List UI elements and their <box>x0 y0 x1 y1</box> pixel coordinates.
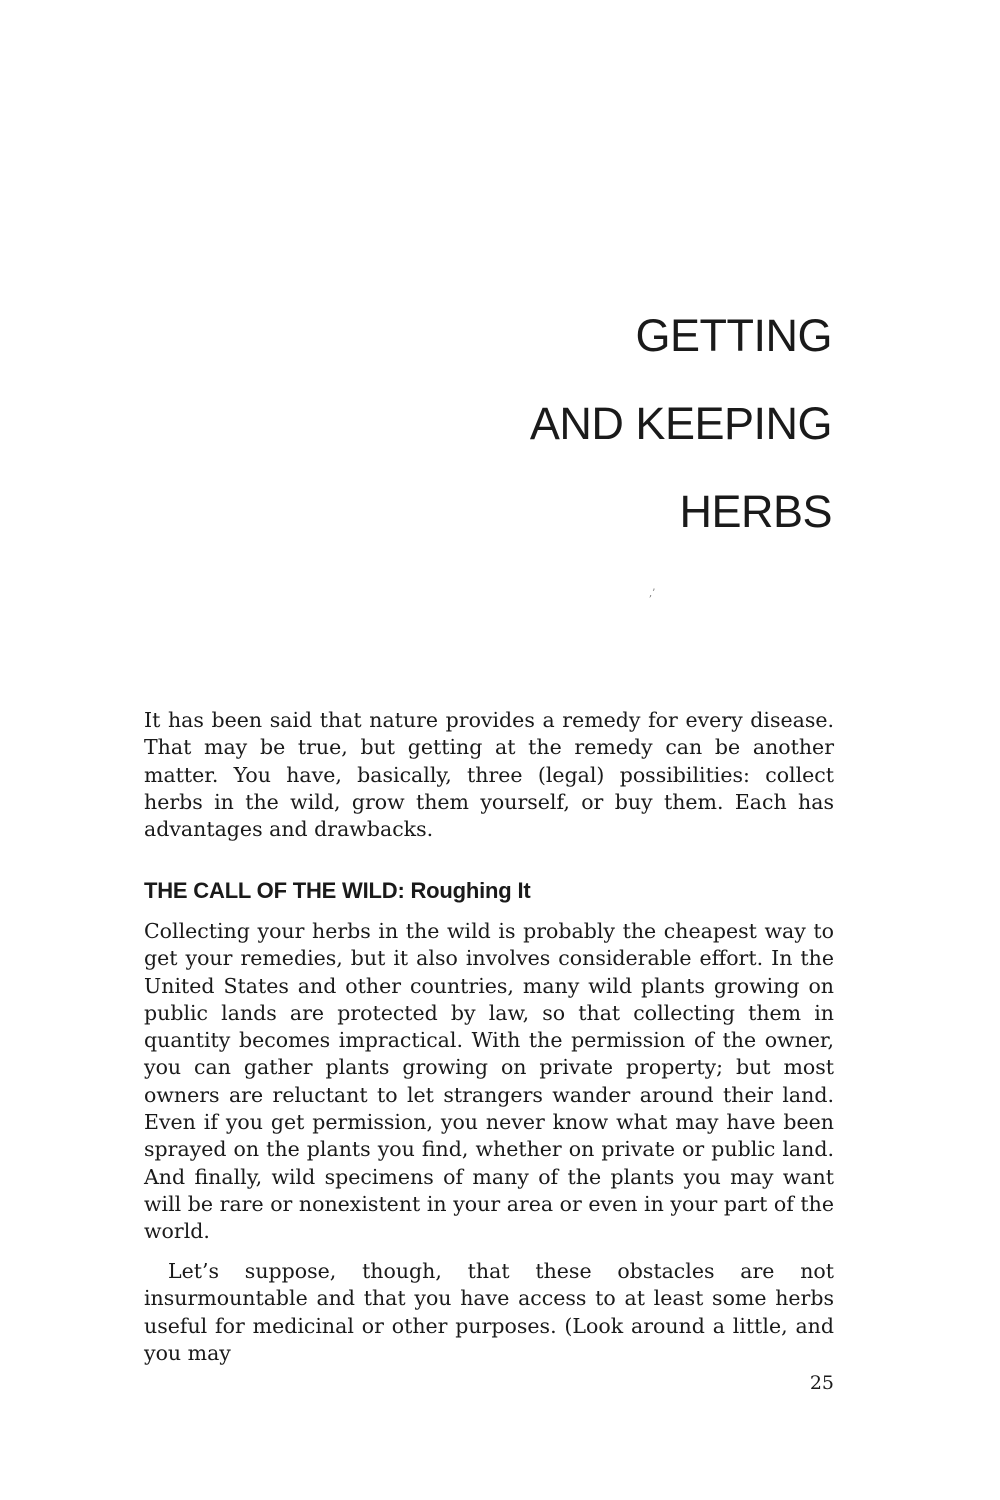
section-paragraph-2: Let’s suppose, though, that these obstacles are not insurmountable and that you have access to at least some herbs useful for medicinal or other purposes. (Look around a little, and you may <box>144 1259 834 1365</box>
page-number: 25 <box>809 1372 834 1394</box>
chapter-title-line-3: HERBS <box>679 486 832 537</box>
intro-paragraph: It has been said that nature provides a remedy for every disease. That may be true, but getting at the remedy can be another matter. You have, basically, three (legal) possibilities: collect herbs in the wild, grow them yourself, or buy them. Each has advantages and drawbacks. <box>144 708 834 842</box>
chapter-title-line-2: AND KEEPING <box>529 398 832 449</box>
print-speck: ,’ <box>649 588 656 599</box>
chapter-title <box>530 292 832 556</box>
chapter-title-line-1: GETTING <box>635 310 832 361</box>
section-paragraph-1: Collecting your herbs in the wild is probably the cheapest way to get your remedies, but it also involves considerable effort. In the United States and other countries, many wild plants growing on public lands are protected by law, so that collecting them in quantity becomes impractical. With the permission of the owner, you can gather plants growing on private property; but most owners are reluctant to let strangers wander around their land. Even if you get permission, you never know what may have been sprayed on the plants you find, whether on private or public land. And finally, wild specimens of many of the plants you may want will be rare or nonexistent in your area or even in your part of the world. <box>144 919 834 1244</box>
section-heading: THE CALL OF THE WILD: Roughing It <box>144 878 531 903</box>
